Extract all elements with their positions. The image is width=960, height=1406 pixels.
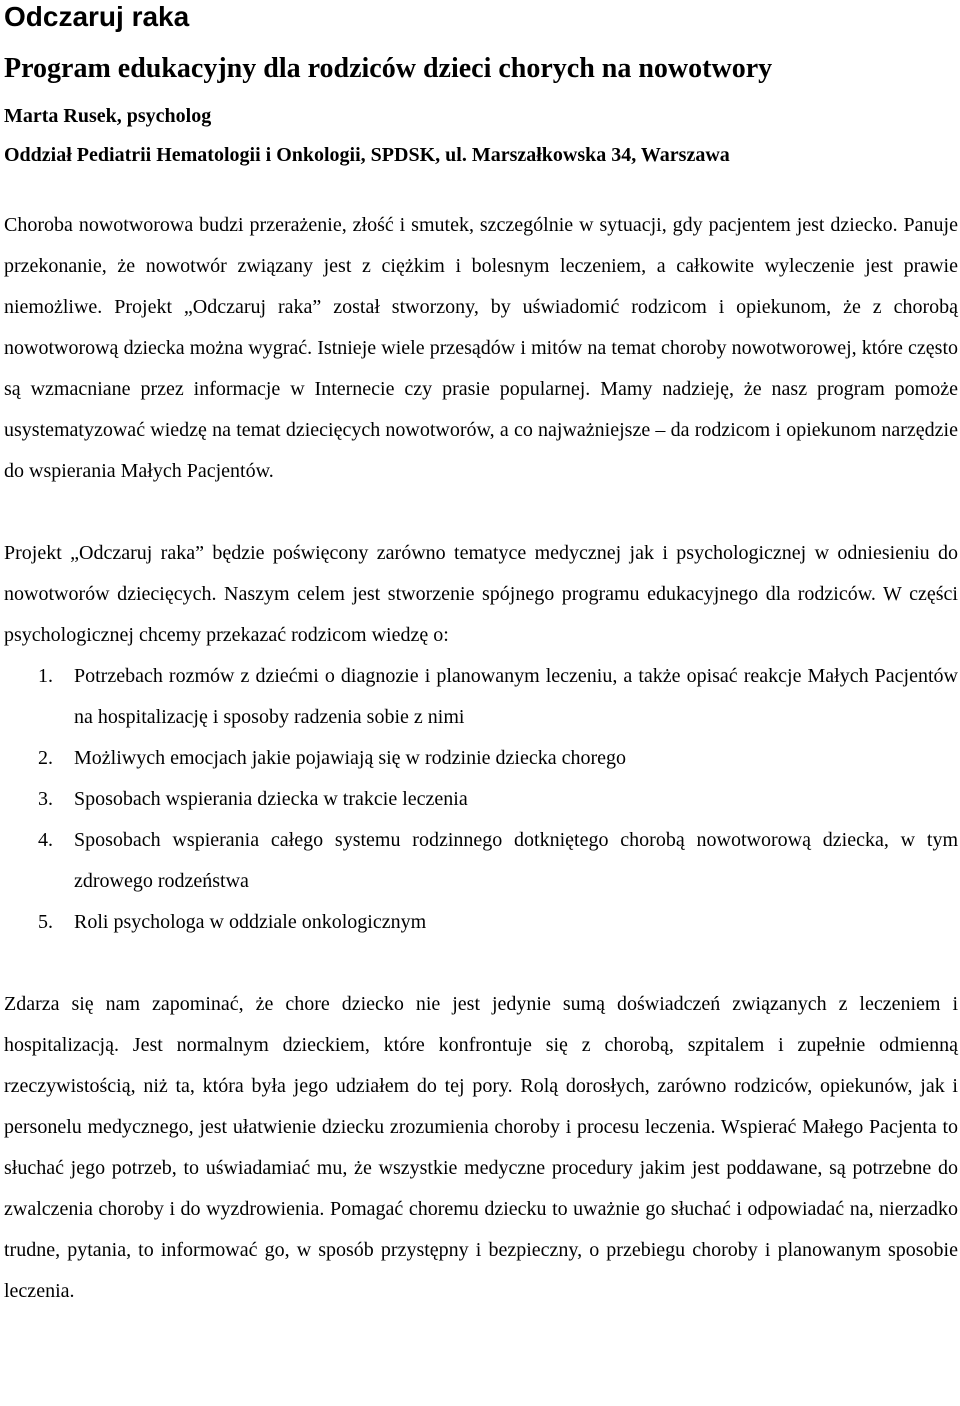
list-item-number: 3.: [38, 788, 53, 810]
list-item-number: 1.: [38, 665, 53, 687]
list-item-text: Sposobach wspierania dziecka w trakcie leczenia: [74, 788, 468, 810]
list-item: [4, 738, 958, 779]
topics-list: [4, 656, 958, 943]
list-item: [4, 779, 958, 820]
intro-paragraph: Choroba nowotworowa budzi przerażenie, złość i smutek, szczególnie w sytuacji, gdy pacjentem jest dziecko. Panuje przekonanie, że nowotwór związany jest z ciężkim i bolesnym leczeniem, a całkowite wyleczenie jest prawie niemożliwe. Projekt „Odczaruj raka” został stworzony, by uświadomić rodzicom i opiekunom, że z chorobą nowotworową dziecka można wygrać. Istnieje wiele przesądów i mitów na temat choroby nowotworowej, które często są wzmacniane przez informacje w Internecie czy prasie popularnej. Mamy nadzieję, że nasz program pomoże usystematyzować wiedzę na temat dziecięcych nowotworów, a co najważniejsze – da rodzicom i opiekunom narzędzie do wspierania Małych Pacjentów.: [4, 214, 958, 482]
list-item-text: Potrzebach rozmów z dziećmi o diagnozie i planowanym leczeniu, a także opisać reakcje Małych Pacjentów na hospitalizację i sposoby radzenia sobie z nimi: [74, 665, 958, 728]
list-item-text: Roli psychologa w oddziale onkologicznym: [74, 911, 427, 933]
list-item: [4, 902, 958, 943]
list-item-number: 4.: [38, 829, 53, 851]
list-item-number: 2.: [38, 747, 53, 769]
list-item-text: Sposobach wspierania całego systemu rodzinnego dotkniętego chorobą nowotworową dziecka, w tym zdrowego rodzeństwa: [74, 829, 958, 892]
list-item-number: 5.: [38, 911, 53, 933]
affiliation-line: Oddział Pediatrii Hematologii i Onkologii, SPDSK, ul. Marszałkowska 34, Warszawa: [4, 144, 730, 166]
document-page: [4, 0, 958, 1312]
author-line: Marta Rusek, psycholog: [4, 105, 212, 127]
list-item-text: Możliwych emocjach jakie pojawiają się w rodzinie dziecka chorego: [74, 747, 626, 769]
project-paragraph: Projekt „Odczaruj raka” będzie poświęcony zarówno tematyce medycznej jak i psychologicznej w odniesieniu do nowotworów dziecięcych. Naszym celem jest stworzenie spójnego programu edukacyjnego dla rodziców. W części psychologicznej chcemy przekazać rodzicom wiedzę o:: [4, 542, 958, 646]
document-subtitle: Program edukacyjny dla rodziców dzieci chorych na nowotwory: [4, 53, 773, 84]
list-item: [4, 820, 958, 902]
closing-paragraph: Zdarza się nam zapominać, że chore dziecko nie jest jedynie sumą doświadczeń związanych z leczeniem i hospitalizacją. Jest normalnym dzieckiem, które konfrontuje się z chorobą, szpitalem i zupełnie odmienną rzeczywistością, niż ta, która była jego udziałem do tej pory. Rolą dorosłych, zarówno rodziców, opiekunów, jak i personelu medycznego, jest ułatwienie dziecku zrozumienia choroby i procesu leczenia. Wspierać Małego Pacjenta to słuchać jego potrzeb, to uświadamiać mu, że wszystkie medyczne procedury jakim jest poddawane, są potrzebne do zwalczenia choroby i do wyzdrowienia. Pomagać choremu dziecku to uważnie go słuchać i odpowiadać na, nierzadko trudne, pytania, to informować go, w sposób przystępny i bezpieczny, o przebiegu choroby i planowanym sposobie leczenia.: [4, 993, 958, 1302]
document-title: Odczaruj raka: [4, 1, 190, 32]
list-item: [4, 656, 958, 738]
